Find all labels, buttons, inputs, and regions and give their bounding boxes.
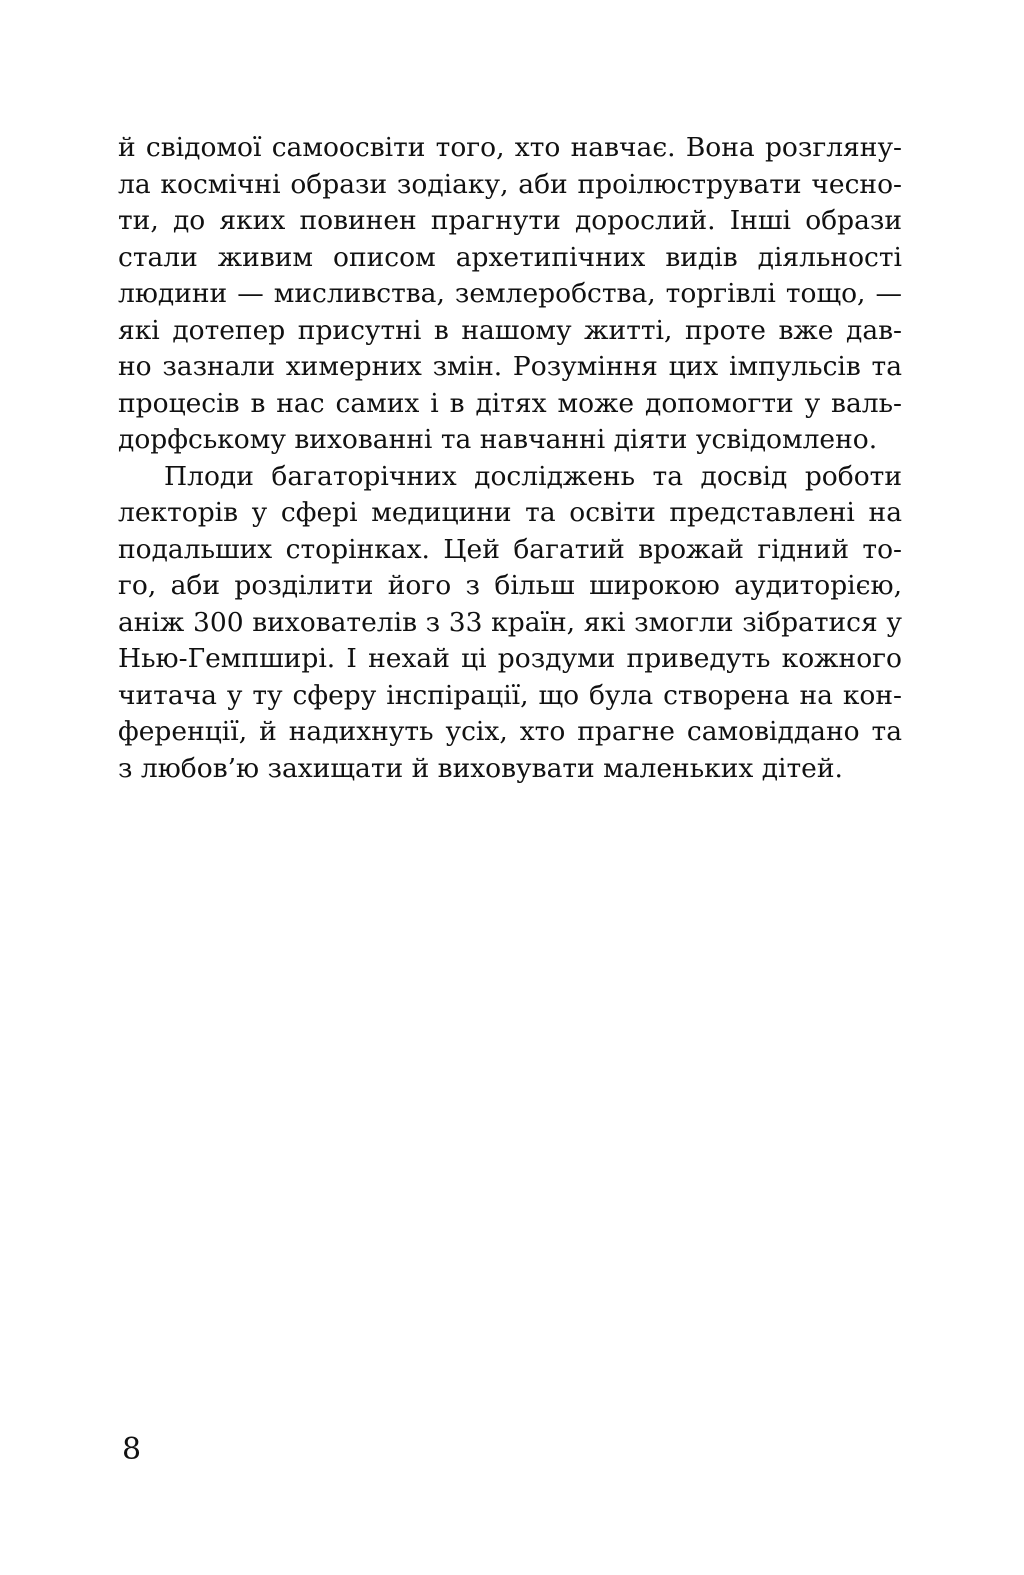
paragraph-2: [118, 459, 902, 788]
text-line: ти, до яких повинен прагнути дорослий. Інші образи: [118, 205, 902, 236]
body-text: [118, 130, 902, 787]
text-line: ла космічні образи зодіаку, аби проілюструвати чесно-: [118, 168, 902, 200]
text-line: з любов’ю захищати й виховувати маленьких дітей.: [118, 752, 843, 784]
text-line: читача у ту сферу інспірації, що була створена на кон-: [118, 679, 902, 711]
text-line: лекторів у сфері медицини та освіти представлені на: [118, 497, 902, 528]
text-line: го, аби розділити його з більш широкою аудиторією,: [118, 570, 902, 601]
text-line: процесів в нас самих і в дітях може допомогти у валь-: [118, 387, 902, 419]
paragraph-1: [118, 130, 902, 459]
text-line: стали живим описом архетипічних видів діяльності: [118, 241, 902, 273]
page-number: 8: [122, 1432, 142, 1467]
text-line: Плоди багаторічних досліджень та досвід роботи: [164, 460, 902, 492]
text-line: аніж 300 вихователів з 33 країн, які змогли зібратися у: [118, 606, 902, 638]
text-line: дорфському вихованні та навчанні діяти усвідомлено.: [118, 424, 878, 455]
text-line: но зазнали химерних змін. Розуміння цих імпульсів та: [118, 351, 902, 382]
text-line: ференції, й надихнуть усіх, хто прагне самовіддано та: [118, 716, 902, 747]
text-line: які дотепер присутні в нашому житті, проте вже дав-: [118, 314, 902, 346]
text-line: подальших сторінках. Цей багатий врожай гідний то-: [118, 533, 902, 565]
text-line: Нью-Гемпширі. І нехай ці роздуми приведуть кожного: [118, 643, 902, 674]
text-line: й свідомої самоосвіти того, хто навчає. Вона розгляну-: [118, 132, 902, 163]
text-line: людини — мисливства, землеробства, торгівлі тощо, —: [118, 278, 902, 309]
